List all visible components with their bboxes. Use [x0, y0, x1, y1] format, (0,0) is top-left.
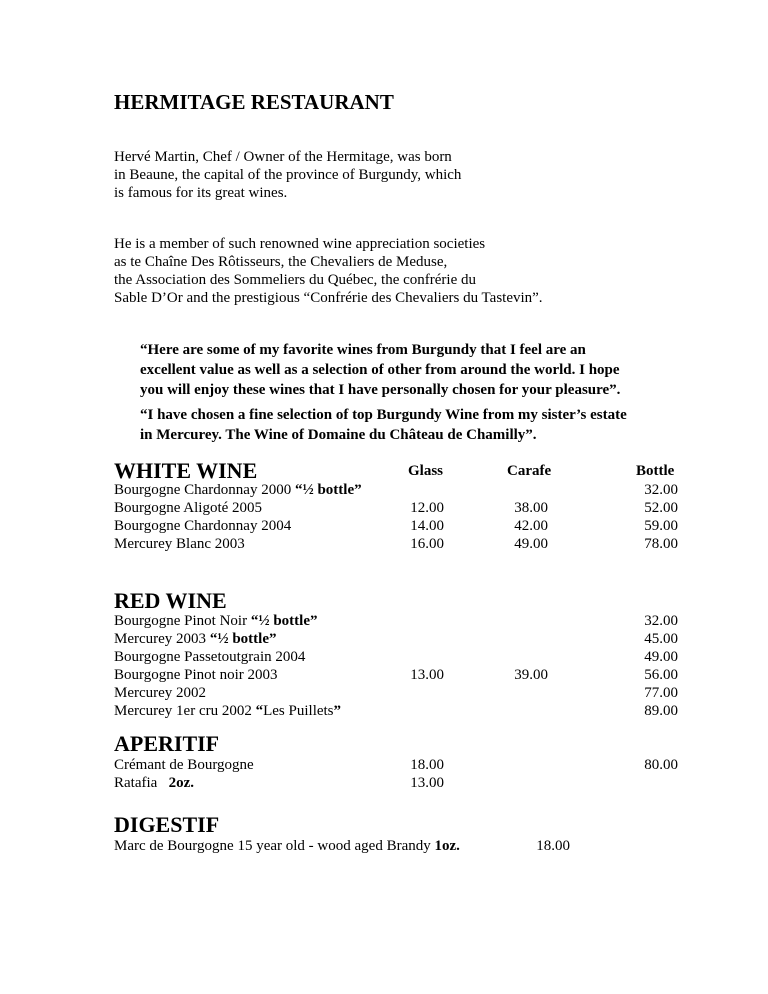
section-heading-white-wine: WHITE WINE	[114, 458, 258, 483]
aperitif-glass-prices	[384, 756, 444, 792]
price-cell: 12.00	[410, 500, 444, 516]
price-cell: 49.00	[514, 536, 548, 552]
list-item: Mercurey 2002	[114, 685, 207, 701]
white-carafe-prices	[488, 481, 548, 553]
list-item: Mercurey 2003 “½ bottle”	[114, 631, 277, 647]
page-title: HERMITAGE RESTAURANT	[114, 90, 394, 114]
quote-line: “I have chosen a fine selection of top Burgundy Wine from my sister’s estate	[140, 407, 627, 423]
section-heading-aperitif: APERITIF	[114, 731, 220, 756]
list-item: Bourgogne Pinot Noir “½ bottle”	[114, 613, 318, 629]
societies-line: the Association des Sommeliers du Québec, the confrérie du	[114, 272, 476, 288]
quote-line: in Mercurey. The Wine of Domaine du Château de Chamilly”.	[140, 427, 537, 443]
column-header-glass: Glass	[408, 463, 444, 479]
price-cell	[384, 612, 444, 630]
societies-paragraph	[114, 235, 634, 307]
aperitif-list	[114, 756, 254, 792]
red-glass-prices	[384, 612, 444, 720]
societies-line: Sable D’Or and the prestigious “Confrérie des Chevaliers du Tastevin”.	[114, 290, 543, 306]
digestif-list	[114, 837, 460, 855]
list-item: Crémant de Bourgogne	[114, 757, 254, 773]
price-cell	[488, 702, 548, 720]
price-cell	[384, 702, 444, 720]
intro-line: in Beaune, the capital of the province of Burgundy, which	[114, 167, 462, 183]
price-cell: 78.00	[644, 536, 678, 552]
list-item: Ratafia 2oz.	[114, 775, 194, 791]
quote-line: “Here are some of my favorite wines from Burgundy that I feel are an	[140, 342, 586, 358]
price-cell	[384, 481, 444, 499]
price-cell	[488, 648, 548, 666]
list-item: Bourgogne Aligoté 2005	[114, 500, 263, 516]
digestif-carafe-price	[510, 837, 570, 855]
column-header-bottle: Bottle	[636, 463, 675, 479]
red-bottle-prices	[618, 612, 678, 720]
price-cell: 38.00	[514, 500, 548, 516]
price-cell: 39.00	[514, 667, 548, 683]
price-cell: 89.00	[644, 703, 678, 719]
aperitif-bottle-prices	[618, 756, 678, 792]
price-cell: 13.00	[410, 667, 444, 683]
price-cell: 42.00	[514, 518, 548, 534]
list-item: Bourgogne Passetoutgrain 2004	[114, 649, 306, 665]
price-cell	[488, 684, 548, 702]
price-cell: 49.00	[644, 649, 678, 665]
intro-line: is famous for its great wines.	[114, 185, 288, 201]
section-heading-red-wine: RED WINE	[114, 588, 227, 613]
price-cell: 18.00	[410, 757, 444, 773]
price-cell: 80.00	[644, 757, 678, 773]
societies-line: as te Chaîne Des Rôtisseurs, the Chevaliers de Meduse,	[114, 254, 448, 270]
list-item: Marc de Bourgogne 15 year old - wood aged Brandy 1oz.	[114, 838, 460, 854]
red-carafe-prices	[488, 612, 548, 720]
quote-line: excellent value as well as a selection of other from around the world. I hope	[140, 362, 620, 378]
white-bottle-prices	[618, 481, 678, 553]
section-heading-digestif: DIGESTIF	[114, 812, 220, 837]
quote-line: you will enjoy these wines that I have personally chosen for your pleasure”.	[140, 382, 621, 398]
chef-quote-2	[140, 405, 627, 445]
price-cell: 32.00	[644, 613, 678, 629]
price-cell	[488, 481, 548, 499]
price-cell	[488, 630, 548, 648]
price-cell: 45.00	[644, 631, 678, 647]
intro-line: Hervé Martin, Chef / Owner of the Hermitage, was born	[114, 149, 452, 165]
list-item: Bourgogne Chardonnay 2004	[114, 518, 292, 534]
price-cell: 18.00	[536, 838, 570, 854]
price-cell: 16.00	[410, 536, 444, 552]
price-cell: 32.00	[644, 482, 678, 498]
price-cell: 52.00	[644, 500, 678, 516]
societies-line: He is a member of such renowned wine appreciation societies	[114, 236, 486, 252]
price-cell: 77.00	[644, 685, 678, 701]
column-header-carafe: Carafe	[507, 463, 552, 479]
price-cell	[384, 684, 444, 702]
chef-quote-1	[140, 340, 620, 400]
list-item: Bourgogne Chardonnay 2000 “½ bottle”	[114, 482, 362, 498]
price-cell: 14.00	[410, 518, 444, 534]
price-cell	[384, 630, 444, 648]
price-cell: 59.00	[644, 518, 678, 534]
price-cell	[384, 648, 444, 666]
price-cell	[618, 774, 678, 792]
list-item: Mercurey Blanc 2003	[114, 536, 245, 552]
white-wine-list	[114, 481, 362, 553]
intro-paragraph	[114, 148, 634, 202]
red-wine-list	[114, 612, 341, 720]
price-cell: 56.00	[644, 667, 678, 683]
list-item: Bourgogne Pinot noir 2003	[114, 667, 278, 683]
price-cell	[488, 612, 548, 630]
list-item: Mercurey 1er cru 2002 “Les Puillets”	[114, 703, 342, 719]
price-cell: 13.00	[410, 775, 444, 791]
white-glass-prices	[384, 481, 444, 553]
